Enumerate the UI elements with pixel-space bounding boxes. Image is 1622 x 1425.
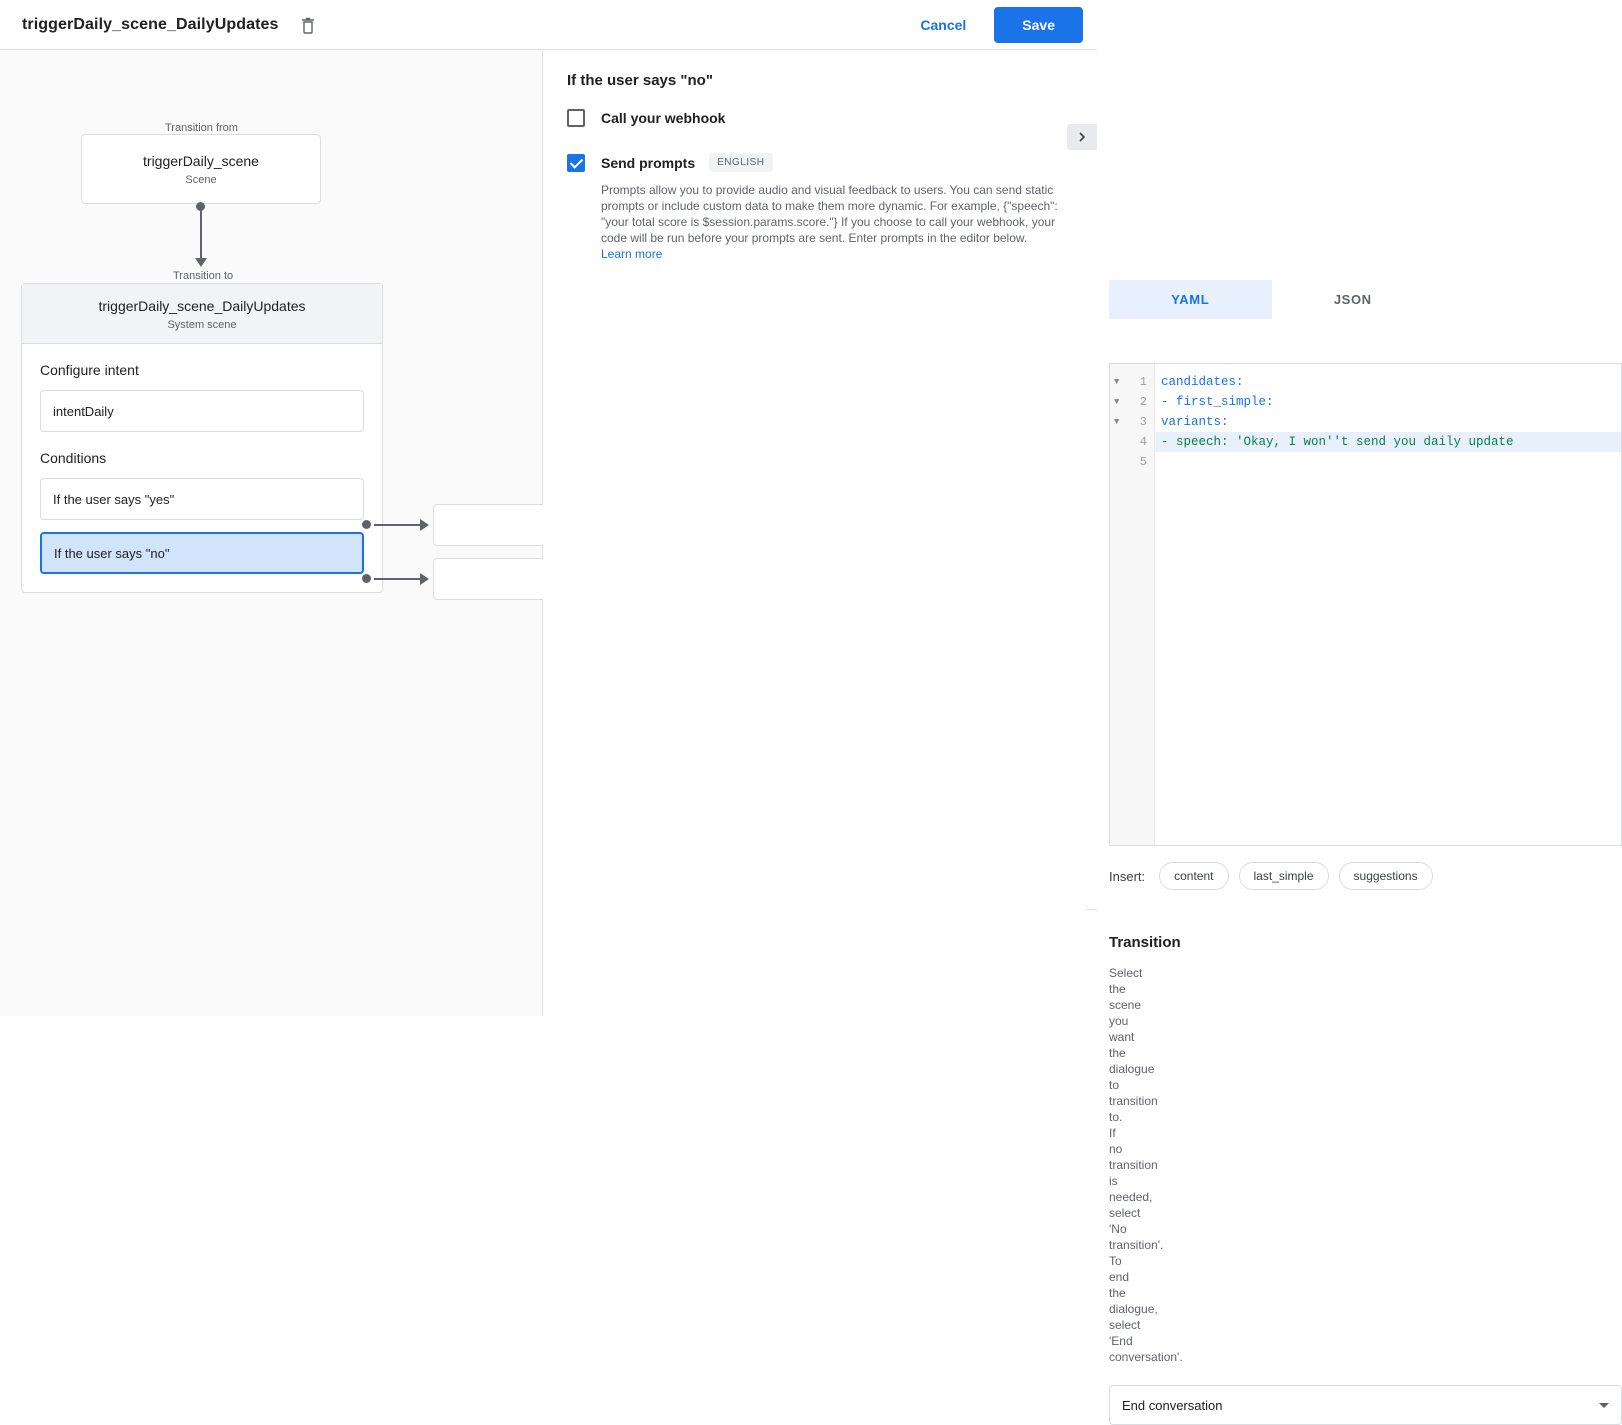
webhook-checkbox[interactable] [567,109,585,127]
prompts-row[interactable] [543,153,1097,172]
insert-chip-last-simple[interactable]: last_simple [1239,862,1329,890]
transition-to-label: Transition to [168,270,238,282]
prompts-description [543,172,1083,262]
node-to-subtitle: System scene [167,319,237,331]
line-number: 5 [1139,455,1147,469]
gutter-line [1110,372,1154,392]
line-number: 1 [1139,375,1147,389]
edge-line-vertical [200,206,202,262]
editor-gutter [1110,364,1155,845]
condition-item-yes[interactable]: If the user says "yes" [40,478,364,520]
page-title: triggerDaily_scene_DailyUpdates [22,15,279,33]
code-line: - speech: 'Okay, I won''t send you daily update [1155,432,1621,452]
webhook-label: Call your webhook [601,110,726,126]
edge-dot-yes [362,520,371,529]
code-line: candidates: [1161,375,1244,389]
gutter-line [1110,452,1154,472]
prompts-checkbox[interactable] [567,154,585,172]
line-number: 2 [1139,395,1147,409]
details-panel [543,50,1514,1413]
language-badge: ENGLISH [709,153,772,172]
fold-arrow-icon[interactable]: ▼ [1114,417,1120,427]
tab-yaml[interactable]: YAML [1109,280,1272,319]
edge-dot-no [362,574,371,583]
prompts-label: Send prompts [601,154,696,171]
gutter-line [1110,432,1154,452]
tab-json[interactable]: JSON [1333,292,1372,307]
code-line [1155,452,1621,472]
fold-arrow-icon[interactable]: ▼ [1114,377,1120,387]
graph-canvas[interactable] [0,50,543,1016]
edge-arrowhead-down [195,258,207,267]
panel-title: If the user says "no" [567,72,713,89]
node-target-no[interactable] [433,558,553,600]
edge-arrowhead-no [420,573,429,585]
webhook-row[interactable] [543,109,1097,127]
section-divider [1086,909,1097,910]
conditions-label: Conditions [40,450,107,466]
card-bottom-padding [22,574,382,592]
chevron-right-icon[interactable] [1067,124,1097,150]
node-target-yes[interactable] [433,504,553,546]
node-to-header [22,284,382,344]
learn-more-link[interactable]: Learn more [601,247,663,261]
transition-from-label: Transition from [160,122,243,134]
edge-line-no [374,578,422,580]
node-to-title: triggerDaily_scene_DailyUpdates [98,298,306,314]
edge-arrowhead-yes [420,519,429,531]
code-line: variants: [1161,415,1229,429]
condition-item-no[interactable]: If the user says "no" [40,532,364,574]
insert-label: Insert: [1109,868,1146,884]
node-from-title: triggerDaily_scene [143,152,259,169]
intent-value-field[interactable]: intentDaily [40,390,364,432]
top-bar [0,0,1097,50]
insert-row [1109,862,1443,890]
code-line: - first_simple: [1161,395,1274,409]
editor-format-tabs [1109,280,1434,319]
configure-intent-label: Configure intent [40,362,139,378]
node-transition-from[interactable] [81,134,321,204]
chevron-down-icon[interactable] [1599,1403,1609,1408]
line-number: 4 [1139,435,1147,449]
transition-select[interactable] [1109,1385,1622,1425]
cancel-button[interactable]: Cancel [904,9,982,41]
transition-select-value: End conversation [1122,1397,1223,1413]
node-transition-to[interactable] [21,283,383,593]
fold-arrow-icon[interactable]: ▼ [1114,397,1120,407]
node-from-subtitle: Scene [185,173,217,186]
prompts-description-text: Prompts allow you to provide audio and visual feedback to users. You can send static prompts or include custom data to make them more dynamic. For example, {"speech": "your total score is $session.params.score."} If you choose to call your webhook, your code will be run before your prompts are sent. Enter prompts in the editor below. [601,183,1058,245]
insert-chip-suggestions[interactable]: suggestions [1339,862,1433,890]
insert-chip-content[interactable]: content [1159,862,1228,890]
delete-icon[interactable] [295,12,321,38]
gutter-line [1110,412,1154,432]
save-button[interactable]: Save [994,7,1083,43]
gutter-line [1110,392,1154,412]
main-area [0,50,1514,1413]
panel-header [543,50,1097,89]
edge-line-yes [374,524,422,526]
prompt-code-editor[interactable] [1109,363,1622,846]
editor-code-area[interactable] [1155,364,1621,845]
line-number: 3 [1139,415,1147,429]
details-panel-scroll: If the user says "no" Call your webhook Send prompts ENGLISH Prompts allow you to provide audio and visual feedback to users. You can send static prompts or include custom data to make them more dynamic. For example, {"speech": "your total score is $session.params.score."} If you choose to call your webhook, your code will be run before your prompts are sent. Enter prompts in the editor below. Learn more YAML JSON ▼ 1 ▼ 2 ▼ 3 4 5 candidates: - first_simple: variants: - speech: 'Okay, I won''t send you daily update Insert: content last_simple suggestions Transition Select the scene you want the dialogue to transition to. If no transition is needed, select 'No transition'. To end the dialogue, select 'End conversation'. End conversation [543,50,1097,1016]
